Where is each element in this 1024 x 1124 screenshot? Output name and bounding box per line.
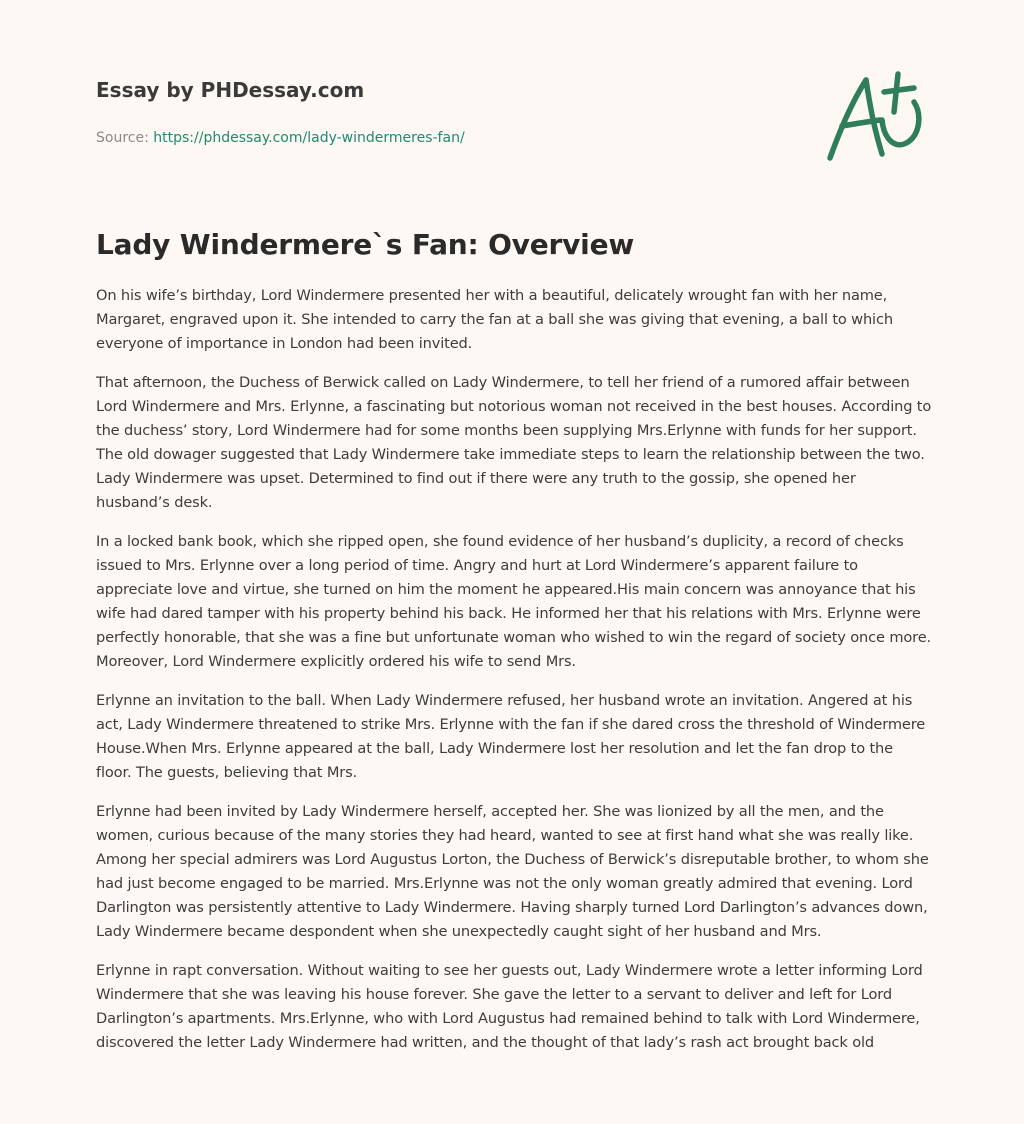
essay-paragraph: Erlynne had been invited by Lady Windermere herself, accepted her. She was lionized by all the men, and the women, curious because of the many stories they had heard, wanted to see at first hand what she was really like. Among her special admirers was Lord Augustus Lorton, the Duchess of Berwick’s disreputable brother, to whom she had just become engaged to be married. Mrs.Erlynne was not the only woman greatly admired that evening. Lord Darlington was persistently attentive to Lady Windermere. Having sharply turned Lord Darlington’s advances down, Lady Windermere became despondent when she unexpectedly caught sight of her husband and Mrs. bbox=[96, 803, 929, 940]
essay-title: Lady Windermere`s Fan: Overview bbox=[96, 228, 635, 261]
essay-paragraph: On his wife’s birthday, Lord Windermere presented her with a beautiful, delicately wrought fan with her name, Margaret, engraved upon it. She intended to carry the fan at a ball she was giving that evening, a ball to which everyone of importance in London had been invited. bbox=[96, 287, 893, 352]
brand-title: Essay by PHDessay.com bbox=[96, 78, 365, 102]
essay-paragraph: Erlynne in rapt conversation. Without waiting to see her guests out, Lady Windermere wrote a letter informing Lord Windermere that she was leaving his house forever. She gave the letter to a servant to deliver and left for Lord Darlington’s apartments. Mrs.Erlynne, who with Lord Augustus had remained behind to talk with Lord Windermere, discovered the letter Lady Windermere had written, and the thought of that lady’s rash act brought back old bbox=[96, 962, 923, 1051]
page-header bbox=[96, 76, 696, 148]
essay-paragraph: That afternoon, the Duchess of Berwick called on Lady Windermere, to tell her friend of a rumored affair between Lord Windermere and Mrs. Erlynne, a fascinating but notorious woman not received in the best houses. According to the duchess’ story, Lord Windermere had for some months been supplying Mrs.Erlynne with funds for her support. The old dowager suggested that Lady Windermere take immediate steps to learn the relationship between the two. Lady Windermere was upset. Determined to find out if there were any truth to the gossip, she opened her husband’s desk. bbox=[96, 374, 932, 511]
a-plus-logo-icon bbox=[822, 68, 926, 164]
source-link[interactable]: https://phdessay.com/lady-windermeres-fan/ bbox=[153, 130, 465, 146]
source-line bbox=[96, 128, 696, 148]
essay-paragraph: In a locked bank book, which she ripped open, she found evidence of her husband’s duplicity, a record of checks issued to Mrs. Erlynne over a long period of time. Angry and hurt at Lord Windermere’s apparent failure to appreciate love and virtue, she turned on him the moment he appeared.His main concern was annoyance that his wife had dared tamper with his property behind his back. He informed her that his relations with Mrs. Erlynne were perfectly honorable, that she was a fine but unfortunate woman who wished to win the regard of society once more. Moreover, Lord Windermere explicitly ordered his wife to send Mrs. bbox=[96, 533, 932, 670]
essay-paragraph: Erlynne an invitation to the ball. When Lady Windermere refused, her husband wrote an invitation. Angered at his act, Lady Windermere threatened to strike Mrs. Erlynne with the fan if she dared cross the threshold of Windermere House.When Mrs. Erlynne appeared at the ball, Lady Windermere lost her resolution and let the fan drop to the floor. The guests, believing that Mrs. bbox=[96, 692, 926, 781]
source-label: Source: bbox=[96, 130, 149, 146]
essay-body bbox=[96, 284, 932, 1070]
